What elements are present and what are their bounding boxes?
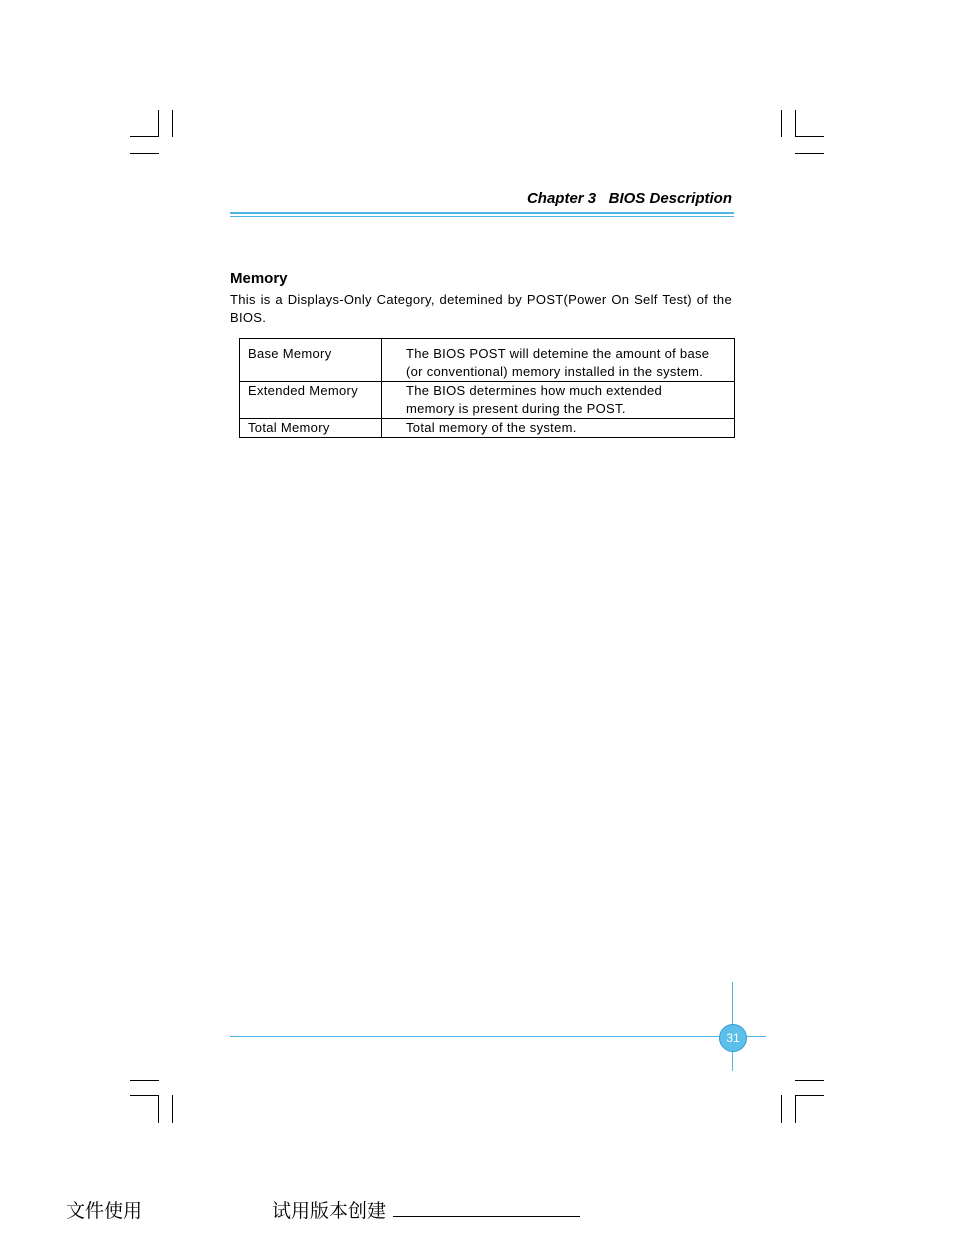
page-number: 31 — [719, 1024, 747, 1052]
section-heading: Memory — [230, 270, 288, 287]
chapter-header: Chapter 3 BIOS Description — [526, 190, 732, 207]
section-intro: This is a Displays-Only Category, detemined by POST(Power On Self Test) of the BIOS. — [230, 292, 732, 325]
desc-line: The BIOS POST will detemine the amount of base — [406, 346, 710, 361]
desc-line: (or conventional) memory installed in the system. — [406, 364, 704, 379]
row-name: Total Memory — [240, 419, 382, 438]
header-rule — [230, 212, 734, 214]
memory-table — [239, 338, 735, 438]
row-name: Extended Memory — [240, 382, 382, 419]
footer-right-text: 试用版本创建 — [272, 1200, 387, 1222]
table-row — [240, 382, 735, 419]
desc-line: The BIOS determines how much extended — [406, 383, 663, 398]
row-name: Base Memory — [240, 339, 382, 382]
desc-line: memory is present during the POST. — [406, 401, 626, 416]
row-description — [382, 339, 735, 382]
footer-rule — [230, 1036, 766, 1037]
table-row — [240, 419, 735, 438]
desc-line: Total memory of the system. — [406, 420, 577, 435]
row-description — [382, 382, 735, 419]
header-rule-thin — [230, 216, 734, 217]
footer-left-text: 文件使用 — [66, 1200, 143, 1222]
footer-underline — [393, 1216, 580, 1217]
table-row — [240, 339, 735, 382]
row-description — [382, 419, 735, 438]
